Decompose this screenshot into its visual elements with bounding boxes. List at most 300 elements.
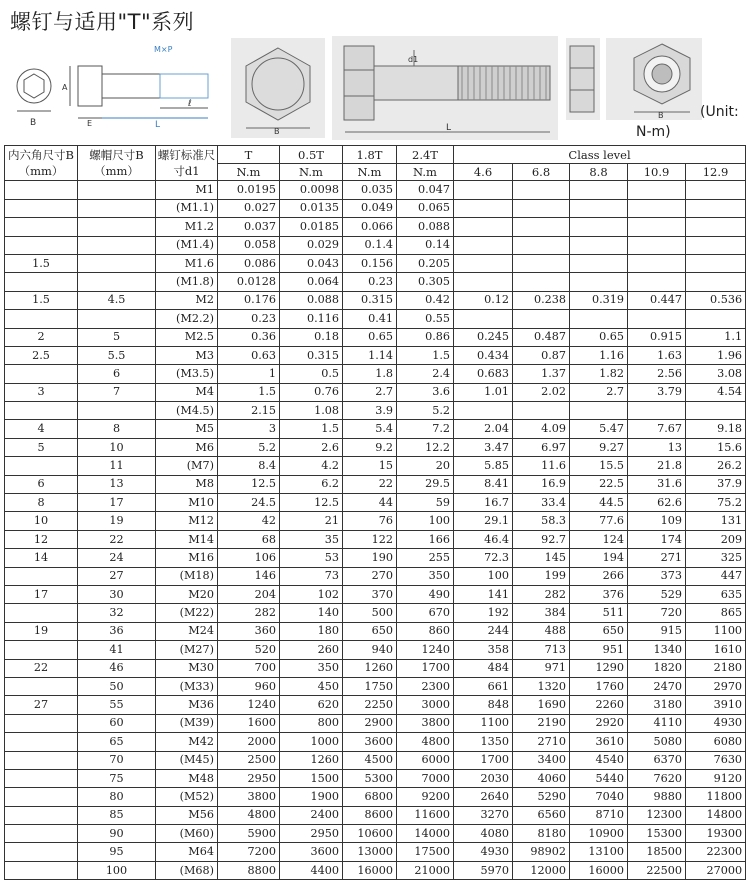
cell-t-1-8: 190 <box>343 549 397 567</box>
cell-t-0-5: 1500 <box>280 769 343 787</box>
cell-class-10-9: 529 <box>628 585 686 603</box>
cell-class-8-8: 44.5 <box>570 494 628 512</box>
cell-hex-socket-size <box>5 788 78 806</box>
table-row <box>5 733 746 751</box>
cell-class-8-8: 16000 <box>570 861 628 879</box>
unit-value: N-m) <box>636 124 671 140</box>
cell-t-0-5: 620 <box>280 696 343 714</box>
cell-t-1-8: 8600 <box>343 806 397 824</box>
cell-class-4-6: 484 <box>454 659 513 677</box>
cell-t-2-4: 0.14 <box>397 236 454 254</box>
table-row <box>5 346 746 364</box>
cell-class-8-8: 1760 <box>570 677 628 695</box>
cell-t-2-4: 0.55 <box>397 310 454 328</box>
cell-class-4-6: 0.683 <box>454 365 513 383</box>
cell-screw-size: (M18) <box>156 567 218 585</box>
cell-nut-size <box>78 310 156 328</box>
cell-t: 960 <box>218 677 280 695</box>
cell-screw-size: (M3.5) <box>156 365 218 383</box>
cell-t-2-4: 0.86 <box>397 328 454 346</box>
cell-t-2-4: 0.088 <box>397 218 454 236</box>
cell-class-8-8: 266 <box>570 567 628 585</box>
cell-class-6-8: 2190 <box>513 714 570 732</box>
cell-t-2-4: 0.305 <box>397 273 454 291</box>
cell-class-10-9: 9880 <box>628 788 686 806</box>
cell-nut-size: 46 <box>78 659 156 677</box>
cell-class-12-9: 447 <box>686 567 746 585</box>
cell-class-4-6 <box>454 181 513 199</box>
cell-t-0-5: 6.2 <box>280 475 343 493</box>
cell-class-6-8 <box>513 236 570 254</box>
cell-class-8-8 <box>570 310 628 328</box>
cell-t-2-4: 350 <box>397 567 454 585</box>
header-screw-size: 螺钉标准尺寸d1 <box>156 146 218 181</box>
cell-class-4-6: 0.245 <box>454 328 513 346</box>
cell-t-2-4: 11600 <box>397 806 454 824</box>
cell-class-10-9: 5080 <box>628 733 686 751</box>
cell-class-8-8: 0.65 <box>570 328 628 346</box>
cell-t-2-4: 3.6 <box>397 383 454 401</box>
header-class-8-8: 8.8 <box>570 164 628 181</box>
table-row <box>5 218 746 236</box>
torque-table <box>4 145 746 880</box>
cell-t-2-4: 1.5 <box>397 346 454 364</box>
cell-class-4-6 <box>454 199 513 217</box>
cell-t: 2950 <box>218 769 280 787</box>
cell-class-8-8: 1.82 <box>570 365 628 383</box>
cell-t-0-5: 0.5 <box>280 365 343 383</box>
cell-t-0-5: 1260 <box>280 751 343 769</box>
label-l: L <box>155 120 161 130</box>
cell-t: 282 <box>218 604 280 622</box>
table-row <box>5 291 746 309</box>
header-class-6-8: 6.8 <box>513 164 570 181</box>
cell-class-10-9: 12300 <box>628 806 686 824</box>
cell-t-2-4: 670 <box>397 604 454 622</box>
cell-class-4-6: 4080 <box>454 825 513 843</box>
cell-t-0-5: 73 <box>280 567 343 585</box>
cell-nut-size: 65 <box>78 733 156 751</box>
cell-nut-size <box>78 181 156 199</box>
cell-class-10-9 <box>628 181 686 199</box>
cell-class-4-6: 72.3 <box>454 549 513 567</box>
cell-t-1-8: 13000 <box>343 843 397 861</box>
header-unit-nm: N.m <box>218 164 280 181</box>
cell-hex-socket-size: 5 <box>5 438 78 456</box>
cell-t-1-8: 940 <box>343 641 397 659</box>
cell-screw-size: M64 <box>156 843 218 861</box>
label-a: A <box>62 83 68 92</box>
cell-t-2-4: 7000 <box>397 769 454 787</box>
cell-t: 0.058 <box>218 236 280 254</box>
cell-nut-size: 5 <box>78 328 156 346</box>
socket-head-end-view <box>17 69 51 111</box>
cell-class-10-9: 2.56 <box>628 365 686 383</box>
header-unit-nm: N.m <box>280 164 343 181</box>
cell-class-4-6 <box>454 310 513 328</box>
cell-class-8-8: 5440 <box>570 769 628 787</box>
cell-screw-size: (M22) <box>156 604 218 622</box>
cell-class-8-8 <box>570 254 628 272</box>
cell-class-10-9: 31.6 <box>628 475 686 493</box>
cell-class-6-8 <box>513 199 570 217</box>
cell-hex-socket-size <box>5 273 78 291</box>
cell-class-12-9: 865 <box>686 604 746 622</box>
cell-t-1-8: 44 <box>343 494 397 512</box>
cell-t-2-4: 100 <box>397 512 454 530</box>
cell-class-6-8: 8180 <box>513 825 570 843</box>
cell-class-12-9 <box>686 236 746 254</box>
cell-class-8-8: 2.7 <box>570 383 628 401</box>
cell-class-6-8: 0.238 <box>513 291 570 309</box>
cell-t: 1 <box>218 365 280 383</box>
cell-t-1-8: 5300 <box>343 769 397 787</box>
cell-class-4-6: 1700 <box>454 751 513 769</box>
table-row <box>5 769 746 787</box>
cell-class-12-9: 1100 <box>686 622 746 640</box>
cell-nut-size: 19 <box>78 512 156 530</box>
cell-t-0-5: 2950 <box>280 825 343 843</box>
cell-t-1-8: 0.23 <box>343 273 397 291</box>
cell-class-8-8: 9.27 <box>570 438 628 456</box>
cell-class-4-6: 0.434 <box>454 346 513 364</box>
table-row <box>5 457 746 475</box>
cell-t-2-4: 1240 <box>397 641 454 659</box>
table-row <box>5 604 746 622</box>
cell-class-8-8: 3610 <box>570 733 628 751</box>
page-title: 螺钉与适用"T"系列 <box>10 10 195 34</box>
cell-class-10-9 <box>628 236 686 254</box>
cell-class-10-9: 13 <box>628 438 686 456</box>
cell-hex-socket-size <box>5 843 78 861</box>
cell-t-2-4: 9200 <box>397 788 454 806</box>
cell-class-10-9: 21.8 <box>628 457 686 475</box>
cell-nut-size: 75 <box>78 769 156 787</box>
table-row <box>5 788 746 806</box>
cell-nut-size <box>78 218 156 236</box>
table-row <box>5 438 746 456</box>
cell-nut-size: 90 <box>78 825 156 843</box>
cell-t: 0.037 <box>218 218 280 236</box>
cell-t-2-4: 0.065 <box>397 199 454 217</box>
cell-class-10-9 <box>628 310 686 328</box>
cell-class-12-9: 37.9 <box>686 475 746 493</box>
cell-screw-size: (M2.2) <box>156 310 218 328</box>
cell-nut-size: 22 <box>78 530 156 548</box>
cell-hex-socket-size: 19 <box>5 622 78 640</box>
cell-class-10-9: 915 <box>628 622 686 640</box>
cell-class-6-8: 6560 <box>513 806 570 824</box>
cell-class-10-9: 109 <box>628 512 686 530</box>
cell-screw-size: M42 <box>156 733 218 751</box>
cell-class-6-8: 488 <box>513 622 570 640</box>
cell-class-12-9 <box>686 273 746 291</box>
cell-class-12-9: 7630 <box>686 751 746 769</box>
cell-t: 4800 <box>218 806 280 824</box>
cell-hex-socket-size <box>5 365 78 383</box>
cell-class-6-8: 92.7 <box>513 530 570 548</box>
header-class-12-9: 12.9 <box>686 164 746 181</box>
cell-nut-size: 4.5 <box>78 291 156 309</box>
cell-t-0-5: 260 <box>280 641 343 659</box>
cell-t: 0.0195 <box>218 181 280 199</box>
cell-t: 106 <box>218 549 280 567</box>
cell-t-2-4: 3000 <box>397 696 454 714</box>
cell-class-12-9: 131 <box>686 512 746 530</box>
cell-nut-size: 27 <box>78 567 156 585</box>
cell-hex-socket-size: 6 <box>5 475 78 493</box>
cell-class-4-6 <box>454 273 513 291</box>
cell-t-0-5: 140 <box>280 604 343 622</box>
cell-class-12-9: 75.2 <box>686 494 746 512</box>
table-row <box>5 585 746 603</box>
label-ell: ℓ <box>188 99 192 109</box>
cell-hex-socket-size <box>5 181 78 199</box>
cell-class-6-8 <box>513 218 570 236</box>
cell-class-12-9 <box>686 402 746 420</box>
table-row <box>5 328 746 346</box>
cell-t-1-8: 650 <box>343 622 397 640</box>
cell-t-0-5: 4400 <box>280 861 343 879</box>
cell-t-1-8: 270 <box>343 567 397 585</box>
cell-t-2-4: 0.205 <box>397 254 454 272</box>
cell-class-8-8: 2260 <box>570 696 628 714</box>
cell-nut-size: 24 <box>78 549 156 567</box>
table-row <box>5 402 746 420</box>
cell-class-12-9: 22300 <box>686 843 746 861</box>
cell-t-0-5: 53 <box>280 549 343 567</box>
cell-hex-socket-size: 1.5 <box>5 291 78 309</box>
cell-screw-size: M36 <box>156 696 218 714</box>
cell-class-8-8: 0.319 <box>570 291 628 309</box>
cell-t-2-4: 14000 <box>397 825 454 843</box>
header-0-5t: 0.5T <box>280 146 343 164</box>
cell-hex-socket-size <box>5 457 78 475</box>
cell-class-10-9 <box>628 254 686 272</box>
cell-class-10-9: 373 <box>628 567 686 585</box>
cell-class-4-6: 3270 <box>454 806 513 824</box>
cell-nut-size: 60 <box>78 714 156 732</box>
cell-t: 24.5 <box>218 494 280 512</box>
cell-class-6-8: 2.02 <box>513 383 570 401</box>
cell-class-10-9: 18500 <box>628 843 686 861</box>
cell-t-1-8: 122 <box>343 530 397 548</box>
cell-class-10-9 <box>628 218 686 236</box>
cell-class-12-9: 3.08 <box>686 365 746 383</box>
cell-class-12-9: 3910 <box>686 696 746 714</box>
cell-nut-size <box>78 273 156 291</box>
cell-t-1-8: 370 <box>343 585 397 603</box>
label-l-2: L <box>446 123 452 133</box>
cell-t-2-4: 5.2 <box>397 402 454 420</box>
cell-class-12-9: 1.96 <box>686 346 746 364</box>
cell-hex-socket-size <box>5 769 78 787</box>
cell-class-4-6: 661 <box>454 677 513 695</box>
cell-t: 1600 <box>218 714 280 732</box>
cell-screw-size: M24 <box>156 622 218 640</box>
cell-t-0-5: 0.088 <box>280 291 343 309</box>
cell-t-1-8: 4500 <box>343 751 397 769</box>
cell-nut-size: 32 <box>78 604 156 622</box>
cell-t-2-4: 20 <box>397 457 454 475</box>
cell-hex-socket-size <box>5 310 78 328</box>
cell-t: 5900 <box>218 825 280 843</box>
cell-hex-socket-size <box>5 751 78 769</box>
table-row <box>5 254 746 272</box>
header-class-4-6: 4.6 <box>454 164 513 181</box>
cell-t-1-8: 15 <box>343 457 397 475</box>
cell-class-8-8 <box>570 402 628 420</box>
cell-screw-size: M8 <box>156 475 218 493</box>
table-row <box>5 677 746 695</box>
cell-class-6-8: 98902 <box>513 843 570 861</box>
cell-nut-size: 36 <box>78 622 156 640</box>
cell-screw-size: M30 <box>156 659 218 677</box>
cell-class-12-9: 27000 <box>686 861 746 879</box>
cell-class-6-8: 145 <box>513 549 570 567</box>
cell-t-0-5: 0.116 <box>280 310 343 328</box>
cell-class-8-8: 10900 <box>570 825 628 843</box>
cell-t-1-8: 0.1.4 <box>343 236 397 254</box>
cell-class-4-6: 358 <box>454 641 513 659</box>
cell-t-1-8: 5.4 <box>343 420 397 438</box>
cell-t: 1.5 <box>218 383 280 401</box>
cell-t-1-8: 1.14 <box>343 346 397 364</box>
cell-hex-socket-size: 12 <box>5 530 78 548</box>
cell-class-8-8: 1.16 <box>570 346 628 364</box>
cell-t-2-4: 3800 <box>397 714 454 732</box>
cell-screw-size: M10 <box>156 494 218 512</box>
cell-hex-socket-size: 3 <box>5 383 78 401</box>
cell-class-4-6: 192 <box>454 604 513 622</box>
cell-screw-size: M1.2 <box>156 218 218 236</box>
cell-screw-size: (M27) <box>156 641 218 659</box>
cell-t-0-5: 3600 <box>280 843 343 861</box>
cell-class-10-9: 6370 <box>628 751 686 769</box>
cell-t-0-5: 180 <box>280 622 343 640</box>
cell-screw-size: M2.5 <box>156 328 218 346</box>
cell-screw-size: M6 <box>156 438 218 456</box>
cell-class-12-9: 14800 <box>686 806 746 824</box>
cell-t-0-5: 350 <box>280 659 343 677</box>
cell-class-8-8: 4540 <box>570 751 628 769</box>
cell-nut-size: 11 <box>78 457 156 475</box>
header-unit-nm: N.m <box>397 164 454 181</box>
cell-class-12-9: 26.2 <box>686 457 746 475</box>
cell-class-8-8: 5.47 <box>570 420 628 438</box>
cell-nut-size: 13 <box>78 475 156 493</box>
table-row <box>5 383 746 401</box>
header-t: T <box>218 146 280 164</box>
cell-class-12-9: 325 <box>686 549 746 567</box>
cell-t: 3800 <box>218 788 280 806</box>
cell-t: 68 <box>218 530 280 548</box>
table-row <box>5 696 746 714</box>
cell-class-6-8: 3400 <box>513 751 570 769</box>
cell-t-2-4: 6000 <box>397 751 454 769</box>
cell-screw-size: M56 <box>156 806 218 824</box>
cell-class-8-8: 951 <box>570 641 628 659</box>
cell-t: 0.63 <box>218 346 280 364</box>
cell-t-0-5: 450 <box>280 677 343 695</box>
label-b-1: B <box>30 118 37 128</box>
cell-t-1-8: 3.9 <box>343 402 397 420</box>
cell-nut-size: 41 <box>78 641 156 659</box>
cell-class-6-8: 12000 <box>513 861 570 879</box>
cell-t-1-8: 0.315 <box>343 291 397 309</box>
cell-class-12-9 <box>686 310 746 328</box>
cell-class-6-8: 4.09 <box>513 420 570 438</box>
cell-hex-socket-size <box>5 861 78 879</box>
cell-class-4-6: 46.4 <box>454 530 513 548</box>
table-row <box>5 549 746 567</box>
cell-class-4-6: 1350 <box>454 733 513 751</box>
cell-nut-size: 5.5 <box>78 346 156 364</box>
cell-screw-size: (M1.1) <box>156 199 218 217</box>
cell-class-10-9: 2470 <box>628 677 686 695</box>
cell-screw-size: M48 <box>156 769 218 787</box>
cell-class-12-9: 2180 <box>686 659 746 677</box>
cell-nut-size: 30 <box>78 585 156 603</box>
cell-t: 146 <box>218 567 280 585</box>
cell-class-12-9: 635 <box>686 585 746 603</box>
cell-nut-size: 55 <box>78 696 156 714</box>
cell-class-10-9 <box>628 273 686 291</box>
cell-t: 0.027 <box>218 199 280 217</box>
cell-t-0-5: 0.76 <box>280 383 343 401</box>
cell-t: 12.5 <box>218 475 280 493</box>
table-row <box>5 861 746 879</box>
cell-screw-size: M3 <box>156 346 218 364</box>
cell-screw-size: (M60) <box>156 825 218 843</box>
table-row <box>5 714 746 732</box>
cell-t-0-5: 0.0185 <box>280 218 343 236</box>
cell-class-4-6: 244 <box>454 622 513 640</box>
table-row <box>5 659 746 677</box>
cell-t-0-5: 0.18 <box>280 328 343 346</box>
cell-class-8-8 <box>570 218 628 236</box>
cell-t-1-8: 0.156 <box>343 254 397 272</box>
cell-t: 0.23 <box>218 310 280 328</box>
cell-class-10-9: 22500 <box>628 861 686 879</box>
cell-screw-size: (M7) <box>156 457 218 475</box>
table-row <box>5 181 746 199</box>
cell-class-10-9: 7620 <box>628 769 686 787</box>
cell-class-12-9: 2970 <box>686 677 746 695</box>
cell-class-4-6: 1.01 <box>454 383 513 401</box>
cell-t-1-8: 9.2 <box>343 438 397 456</box>
cell-class-4-6: 2640 <box>454 788 513 806</box>
cell-screw-size: M4 <box>156 383 218 401</box>
cell-t-2-4: 7.2 <box>397 420 454 438</box>
table-row <box>5 273 746 291</box>
cell-t-0-5: 2400 <box>280 806 343 824</box>
cell-class-6-8: 1690 <box>513 696 570 714</box>
cell-t: 2.15 <box>218 402 280 420</box>
cell-class-8-8: 7040 <box>570 788 628 806</box>
cell-class-10-9: 720 <box>628 604 686 622</box>
cell-t: 520 <box>218 641 280 659</box>
cell-t-2-4: 12.2 <box>397 438 454 456</box>
cell-nut-size: 17 <box>78 494 156 512</box>
cell-t-0-5: 102 <box>280 585 343 603</box>
cell-t-0-5: 0.064 <box>280 273 343 291</box>
cell-class-12-9 <box>686 254 746 272</box>
cell-class-6-8 <box>513 310 570 328</box>
cell-hex-socket-size <box>5 402 78 420</box>
cell-t-2-4: 1700 <box>397 659 454 677</box>
table-row <box>5 310 746 328</box>
